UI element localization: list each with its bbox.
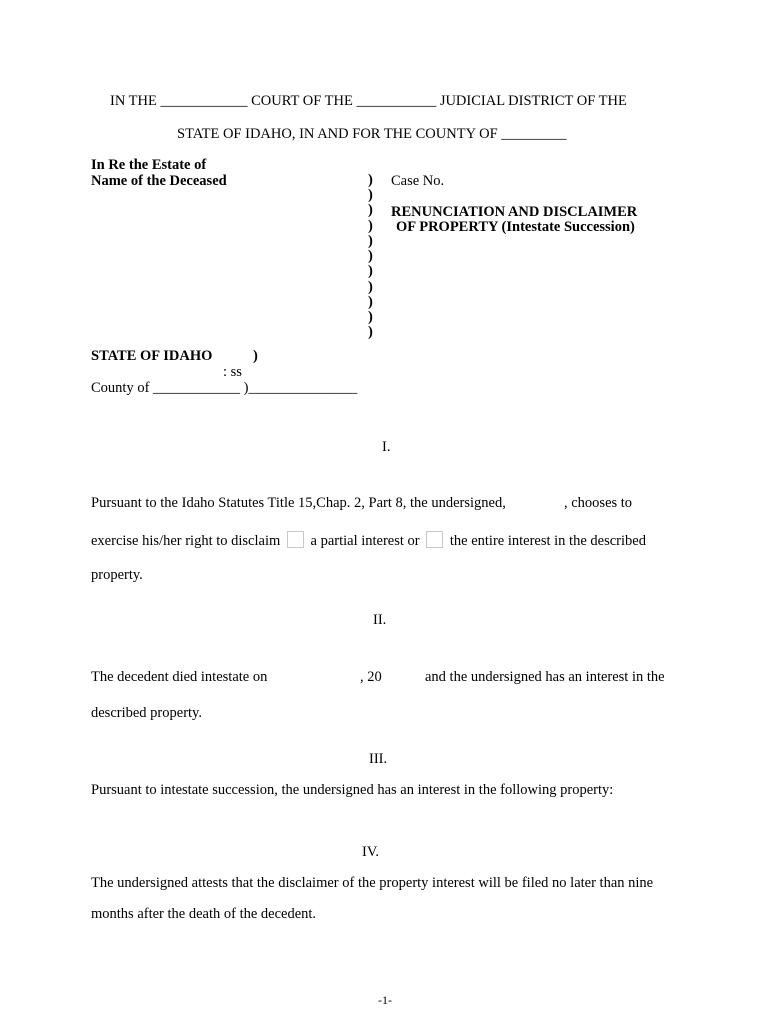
section2-died-text: The decedent died intestate on: [91, 669, 268, 685]
section2-interest-text: and the undersigned has an interest in the: [425, 669, 665, 685]
paren: ): [368, 324, 373, 340]
section1-line1: [91, 495, 506, 511]
paren: ): [368, 202, 373, 218]
section-number-4: IV.: [362, 844, 380, 860]
court-caption-line1: IN THE ____________ COURT OF THE ___________ JUDICIAL DISTRICT OF THE: [110, 93, 627, 109]
deceased-name-label: Name of the Deceased: [91, 173, 227, 189]
paren: ): [368, 172, 373, 188]
paren: ): [368, 248, 373, 264]
paren: ): [368, 187, 373, 203]
paren: ): [368, 218, 373, 234]
paren: ): [368, 279, 373, 295]
venue-state-paren: ): [253, 348, 258, 364]
paren: ): [368, 309, 373, 325]
section1-disclaim-text: exercise his/her right to disclaim: [91, 533, 281, 549]
paren: ): [368, 263, 373, 279]
section1-chooses-text: , chooses to: [564, 495, 633, 511]
document-title-line2: OF PROPERTY (Intestate Succession): [396, 219, 635, 235]
page-number: -1-: [378, 993, 392, 1007]
section-number-2: II.: [373, 612, 387, 628]
paren: ): [368, 294, 373, 310]
section4-line1: The undersigned attests that the disclaimer of the property interest will be filed no later than nine: [91, 875, 654, 891]
section3-line1: Pursuant to intestate succession, the undersigned has an interest in the following property:: [91, 782, 614, 798]
case-number-label: Case No.: [391, 173, 445, 189]
partial-interest-checkbox[interactable]: [287, 531, 304, 548]
court-caption-line2: STATE OF IDAHO, IN AND FOR THE COUNTY OF _________: [177, 126, 567, 142]
venue-state: STATE OF IDAHO: [91, 348, 213, 364]
partial-interest-label: a partial interest or: [310, 533, 420, 549]
document-title-line1: RENUNCIATION AND DISCLAIMER: [391, 204, 638, 220]
section-number-1: I.: [382, 439, 391, 455]
section-number-3: III.: [369, 751, 388, 767]
section1-line2: [91, 531, 646, 549]
section4-line2: months after the death of the decedent.: [91, 906, 317, 922]
section1-statute-text: Pursuant to the Idaho Statutes Title 15,Chap. 2, Part 8, the undersigned,: [91, 495, 506, 511]
estate-label: In Re the Estate of: [91, 157, 207, 173]
paren: ): [368, 233, 373, 249]
section2-line2: described property.: [91, 705, 202, 721]
entire-interest-label: the entire interest in the described: [449, 533, 646, 549]
section1-line3: property.: [91, 567, 143, 583]
venue-ss: : ss: [223, 364, 242, 380]
section2-year-text: , 20: [360, 669, 382, 685]
venue-county: County of ____________ )_______________: [91, 380, 358, 396]
entire-interest-checkbox[interactable]: [426, 531, 443, 548]
